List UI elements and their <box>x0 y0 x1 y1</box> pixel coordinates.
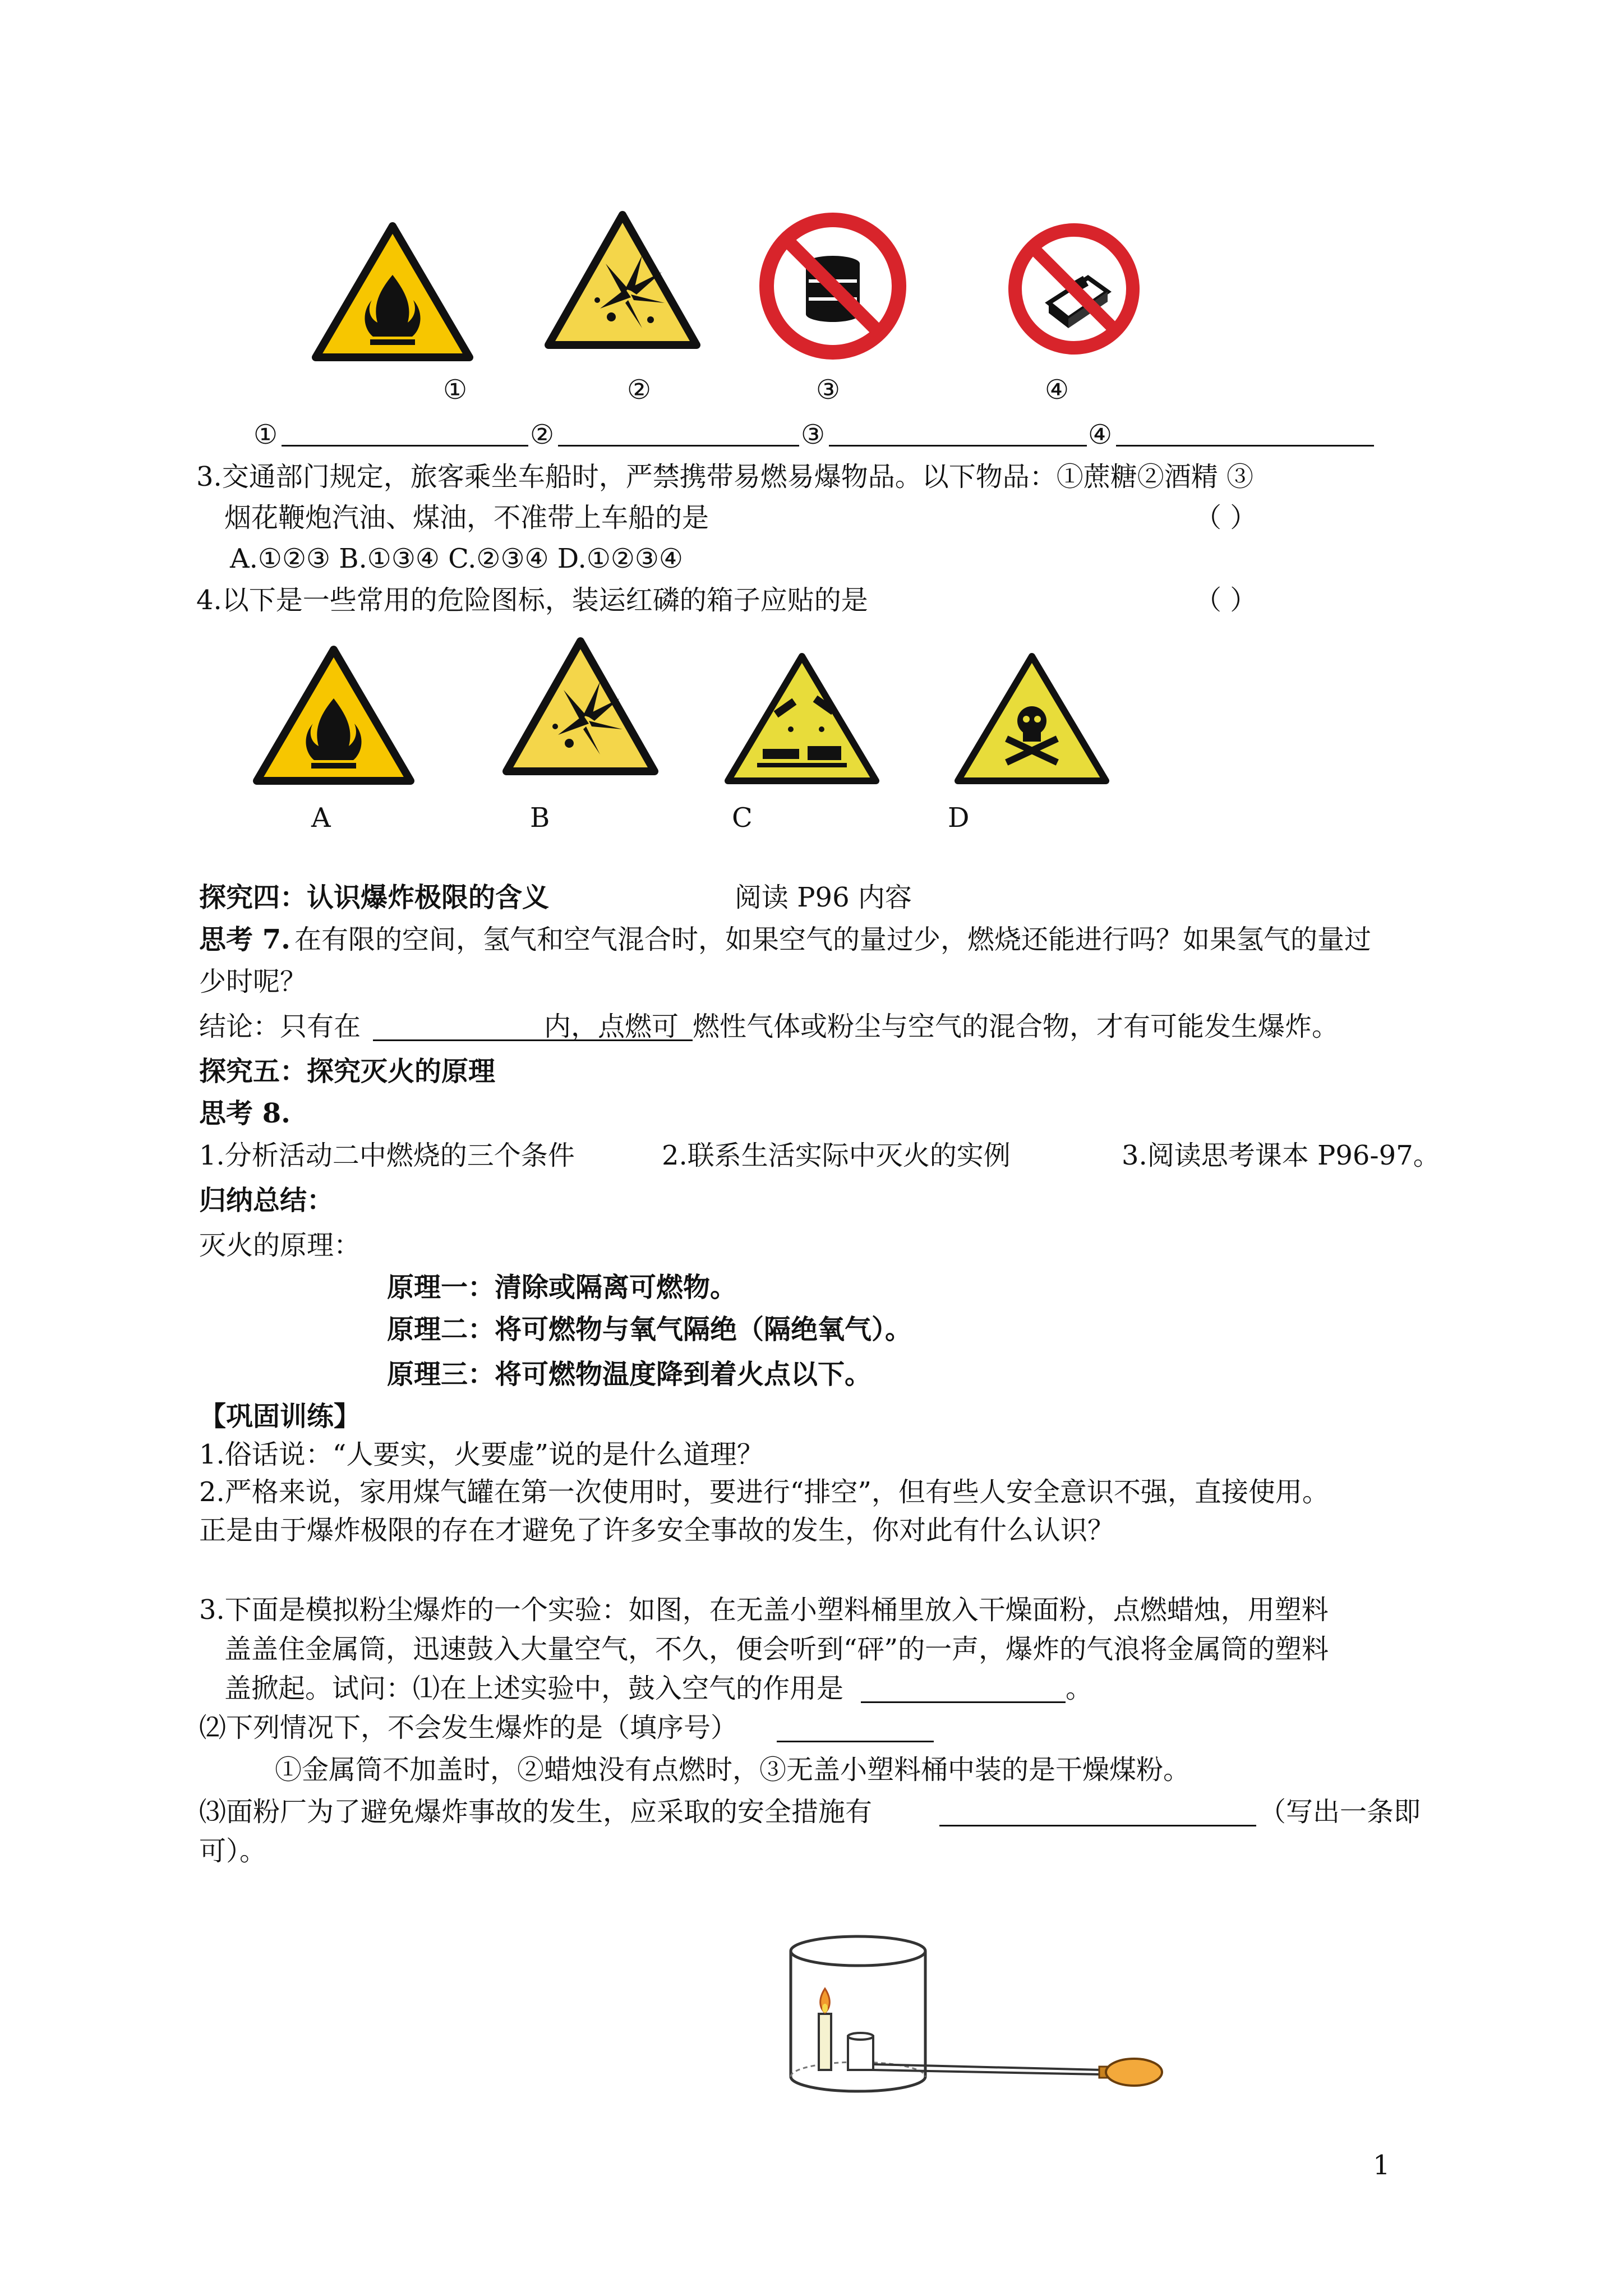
think8-item1: 1.分析活动二中燃烧的三个条件 <box>199 1140 575 1171</box>
q3-answer-bracket[interactable]: （ ） <box>1195 502 1257 533</box>
think8-label: 思考 8. <box>199 1098 291 1129</box>
practice-q3-sub2-options: ①金属筒不加盖时，②蜡烛没有点燃时，③无盖小塑料桶中装的是干燥煤粉。 <box>275 1754 1191 1786</box>
principle-2: 原理二：将可燃物与氧气隔绝（隔绝氧气）。 <box>387 1314 912 1345</box>
answer-label-2: ② <box>530 419 555 450</box>
practice-q3-blank3[interactable] <box>939 1825 1256 1826</box>
practice-q3-sub3a: ⑶面粉厂为了避免爆炸事故的发生，应采取的安全措施有 <box>199 1796 873 1828</box>
q3-line1: 3.交通部门规定，旅客乘坐车船时，严禁携带易燃易爆物品。以下物品：①蔗糖②酒精 ③ <box>196 461 1254 493</box>
sign-number-2: ② <box>627 374 652 406</box>
q3-options: A.①②③ B.①③④ C.②③④ D.①②③④ <box>230 543 683 574</box>
practice-q3-line1: 3.下面是模拟粉尘爆炸的一个实验：如图，在无盖小塑料桶里放入干燥面粉，点燃蜡烛，用塑料 <box>199 1594 1329 1626</box>
practice-q3-line2: 盖盖住金属筒，迅速鼓入大量空气，不久，便会听到“砰”的一声，爆炸的气浪将金属筒的塑料 <box>224 1634 1329 1665</box>
dust-explosion-apparatus-icon <box>785 1930 1166 2104</box>
think7-text2: 少时呢？ <box>199 966 307 997</box>
conclusion-prefix: 结论：只有在 <box>199 1011 361 1042</box>
sign-number-4: ④ <box>1045 374 1069 406</box>
q3-line2: 烟花鞭炮汽油、煤油，不准带上车船的是 <box>224 502 709 533</box>
answer-blank-3[interactable] <box>829 445 1087 447</box>
explore4-heading: 探究四：认识爆炸极限的含义 <box>199 882 550 913</box>
explosive-sign-b-icon <box>502 637 659 777</box>
practice-heading: 【巩固训练】 <box>199 1401 361 1432</box>
no-matches-sign-icon <box>1004 219 1144 359</box>
flammable-sign-icon <box>311 222 474 362</box>
principle-3: 原理三：将可燃物温度降到着火点以下。 <box>387 1359 872 1390</box>
think8-item3: 3.阅读思考课本 P96-97。 <box>1122 1140 1440 1171</box>
q4-label-c: C <box>732 802 753 834</box>
practice-q3-line3b: 。 <box>1066 1673 1093 1704</box>
think7-label: 思考 7. <box>199 924 291 955</box>
explore4-reading: 阅读 P96 内容 <box>735 882 912 913</box>
principle-1: 原理一：清除或隔离可燃物。 <box>387 1272 737 1303</box>
practice-q3-blank2[interactable] <box>777 1741 934 1742</box>
practice-q3-blank1[interactable] <box>861 1701 1066 1703</box>
practice-q3-line3a: 盖掀起。试问：⑴在上述实验中，鼓入空气的作用是 <box>224 1673 844 1704</box>
summary-heading: 归纳总结： <box>199 1185 334 1216</box>
practice-q3-sub3b: （写出一条即 <box>1259 1796 1421 1828</box>
q4-answer-bracket[interactable]: （ ） <box>1195 585 1257 616</box>
sign-number-3: ③ <box>816 374 841 406</box>
toxic-sign-d-icon <box>953 651 1110 785</box>
sign-number-1: ① <box>443 374 468 406</box>
explosive-sign-icon <box>544 210 701 351</box>
answer-label-4: ④ <box>1088 419 1113 450</box>
practice-q2-line2: 正是由于爆炸极限的存在才避免了许多安全事故的发生，你对此有什么认识？ <box>199 1515 1115 1546</box>
answer-label-3: ③ <box>801 419 826 450</box>
think8-item2: 2.联系生活实际中灭火的实例 <box>662 1140 1011 1171</box>
q4-line1: 4.以下是一些常用的危险图标，装运红磷的箱子应贴的是 <box>196 585 868 616</box>
corrosive-sign-c-icon <box>723 651 880 785</box>
think7-text1: 在有限的空间，氢气和空气混合时，如果空气的量过少，燃烧还能进行吗？如果氢气的量过 <box>294 924 1372 955</box>
summary-intro: 灭火的原理： <box>199 1230 361 1261</box>
page-number: 1 <box>1373 2150 1390 2181</box>
conclusion-underlined: 内，点燃可 <box>544 1011 679 1042</box>
conclusion-suffix: 燃性气体或粉尘与空气的混合物，才有可能发生爆炸。 <box>693 1011 1339 1042</box>
practice-q2-line1: 2.严格来说，家用煤气罐在第一次使用时，要进行“排空”，但有些人安全意识不强，直接使用。 <box>199 1476 1329 1508</box>
answer-label-1: ① <box>253 419 278 450</box>
q4-label-a: A <box>311 802 331 834</box>
q4-label-b: B <box>530 802 550 834</box>
flammable-sign-a-icon <box>252 645 415 785</box>
answer-blank-2[interactable] <box>558 445 799 447</box>
practice-q3-sub3c: 可）。 <box>199 1835 267 1867</box>
explore5-heading: 探究五：探究灭火的原理 <box>199 1056 496 1087</box>
practice-q1: 1.俗话说：“人要实，火要虚”说的是什么道理？ <box>199 1439 764 1470</box>
no-oil-drum-sign-icon <box>757 208 909 365</box>
q4-label-d: D <box>948 802 970 834</box>
practice-q3-sub2: ⑵下列情况下，不会发生爆炸的是（填序号） <box>199 1712 738 1743</box>
answer-blank-1[interactable] <box>282 445 528 447</box>
answer-blank-4[interactable] <box>1116 445 1374 447</box>
